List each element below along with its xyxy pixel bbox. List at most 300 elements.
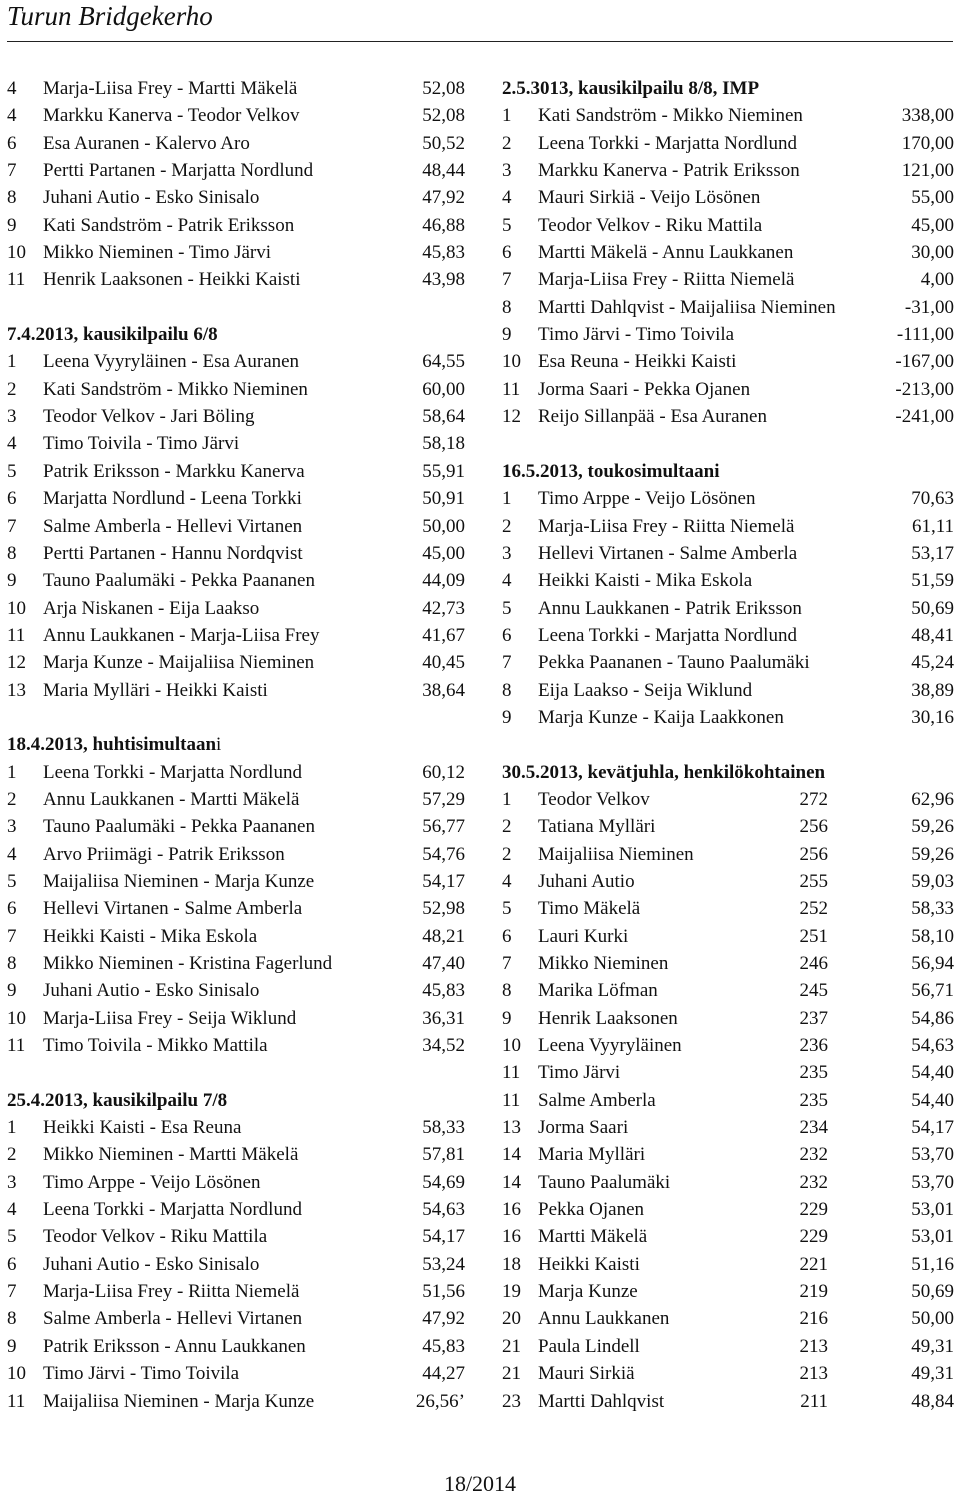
result-row	[502, 868, 954, 895]
result-score: 30,00	[911, 242, 954, 264]
result-name: Esa Reuna - Heikki Kaisti	[538, 351, 737, 373]
result-points: 245	[799, 980, 828, 1002]
result-score: 50,52	[422, 132, 465, 154]
result-score: 54,63	[911, 1035, 954, 1057]
result-rank: 16	[502, 1226, 521, 1248]
result-points: 246	[799, 953, 828, 974]
result-score: 55,91	[422, 460, 465, 482]
result-points: 236	[799, 1035, 828, 1057]
result-rank: 4	[7, 78, 17, 99]
result-rank: 8	[502, 679, 512, 701]
result-rank: 7	[502, 652, 512, 674]
result-rank: 5	[7, 460, 17, 482]
result-row	[502, 1114, 954, 1141]
result-row	[502, 1059, 954, 1086]
result-name: Timo Järvi - Timo Toivila	[538, 324, 735, 346]
result-row	[7, 485, 465, 512]
result-row	[7, 895, 465, 922]
result-name: Martti Mäkelä - Annu Laukkanen	[538, 242, 794, 264]
result-score: 34,52	[422, 1035, 465, 1057]
result-row	[7, 868, 465, 895]
section-title	[7, 321, 465, 348]
result-name: Tauno Paalumäki	[538, 1171, 671, 1193]
result-row	[7, 1223, 465, 1250]
result-score: 54,86	[911, 1007, 954, 1029]
result-rank: 2	[502, 843, 512, 865]
result-score: -213,00	[895, 378, 954, 400]
result-score: 45,83	[422, 242, 465, 264]
result-name: Mikko Nieminen - Timo Järvi	[43, 242, 272, 264]
result-name: Timo Järvi	[538, 1062, 621, 1084]
result-rank: 1	[7, 351, 17, 373]
result-rank: 11	[7, 269, 26, 291]
result-row	[7, 677, 465, 704]
result-name: Leena Vyyryläinen - Esa Auranen	[43, 351, 300, 373]
result-row	[502, 1196, 954, 1223]
section-title-text: 18.4.2013, huhtisimultaan	[7, 734, 217, 756]
result-score: 121,00	[901, 160, 954, 182]
result-row	[7, 1005, 465, 1032]
result-rank: 14	[502, 1171, 521, 1193]
result-rank: 7	[502, 953, 512, 974]
result-score: 58,18	[422, 433, 465, 455]
result-rank: 9	[7, 1335, 17, 1357]
results-section	[7, 1087, 465, 1415]
result-name: Marika Löfman	[538, 980, 658, 1002]
results-section	[7, 75, 465, 294]
result-points: 232	[799, 1171, 828, 1193]
result-name: Juhani Autio - Esko Sinisalo	[43, 1253, 260, 1275]
result-rank: 10	[7, 1007, 26, 1029]
section-title-text: 30.5.2013, kevätjuhla, henkilökohtainen	[502, 761, 826, 783]
result-name: Leena Torkki - Marjatta Nordlund	[43, 761, 302, 783]
result-rank: 7	[502, 269, 512, 291]
result-score: 60,00	[422, 378, 465, 400]
result-points: 213	[799, 1335, 828, 1357]
result-row	[7, 1032, 465, 1059]
result-rank: 9	[7, 570, 17, 592]
result-points: 219	[799, 1281, 828, 1303]
result-row	[502, 184, 954, 211]
result-name: Timo Arppe - Veijo Lösönen	[43, 1171, 261, 1193]
result-row	[502, 403, 954, 430]
result-rank: 2	[502, 515, 512, 537]
result-score: 45,83	[422, 1335, 465, 1357]
result-score: 56,71	[911, 980, 954, 1002]
result-name: Marja-Liisa Frey - Riitta Niemelä	[538, 269, 795, 291]
result-name: Henrik Laaksonen	[538, 1007, 678, 1029]
section-title-text: 25.4.2013, kausikilpailu 7/8	[7, 1089, 228, 1111]
result-rank: 13	[502, 1117, 521, 1139]
section-title	[502, 458, 954, 485]
result-rank: 11	[502, 1089, 521, 1111]
result-name: Annu Laukkanen - Patrik Eriksson	[538, 597, 802, 619]
result-rank: 3	[502, 542, 512, 564]
result-score: 51,56	[422, 1281, 465, 1303]
result-row	[502, 157, 954, 184]
result-score: 45,00	[911, 214, 954, 236]
result-rank: 14	[502, 1144, 521, 1166]
result-name: Markku Kanerva - Teodor Velkov	[43, 105, 300, 127]
result-name: Lauri Kurki	[538, 925, 629, 947]
result-name: Marja Kunze - Kaija Laakkonen	[538, 706, 784, 728]
result-score: -241,00	[895, 406, 954, 428]
result-name: Pertti Partanen - Marjatta Nordlund	[43, 160, 314, 182]
result-points: 229	[799, 1226, 828, 1248]
result-rank: 8	[7, 542, 17, 564]
section-gap	[502, 731, 954, 758]
result-row	[7, 1278, 465, 1305]
result-name: Timo Arppe - Veijo Lösönen	[538, 488, 756, 510]
result-name: Marja-Liisa Frey - Seija Wiklund	[43, 1007, 297, 1029]
result-row	[502, 1087, 954, 1114]
result-name: Patrik Eriksson - Markku Kanerva	[43, 460, 305, 482]
result-name: Martti Dahlqvist	[538, 1390, 665, 1412]
result-score: 64,55	[422, 351, 465, 373]
result-rank: 11	[7, 624, 26, 646]
result-name: Martti Mäkelä	[538, 1226, 648, 1248]
result-row	[502, 1251, 954, 1278]
result-name: Marja Kunze	[538, 1281, 638, 1303]
result-row	[502, 841, 954, 868]
result-rank: 10	[7, 597, 26, 619]
result-rank: 6	[7, 898, 17, 920]
result-rank: 9	[7, 980, 17, 1002]
result-rank: 11	[502, 1062, 521, 1084]
result-score: 57,29	[422, 788, 465, 810]
result-row	[7, 1141, 465, 1168]
result-name: Heikki Kaisti	[538, 1253, 640, 1275]
result-row	[502, 212, 954, 239]
result-row	[7, 649, 465, 676]
result-row	[7, 266, 465, 293]
result-name: Mikko Nieminen	[538, 953, 669, 974]
result-points: 237	[799, 1007, 828, 1029]
result-row	[7, 458, 465, 485]
result-score: 50,91	[422, 488, 465, 510]
result-points: 235	[799, 1062, 828, 1084]
header-divider	[7, 41, 953, 42]
result-rank: 9	[502, 324, 512, 346]
result-row	[7, 759, 465, 786]
result-score: 57,81	[422, 1144, 465, 1166]
result-rank: 4	[502, 870, 512, 892]
result-name: Marja Kunze - Maijaliisa Nieminen	[43, 652, 315, 674]
result-rank: 21	[502, 1363, 521, 1385]
result-row	[502, 813, 954, 840]
result-score: 59,03	[911, 870, 954, 892]
result-row	[502, 649, 954, 676]
result-rank: 2	[502, 816, 512, 838]
result-name: Marja-Liisa Frey - Riitta Niemelä	[538, 515, 795, 537]
result-rank: 20	[502, 1308, 521, 1330]
result-name: Pekka Paananen - Tauno Paalumäki	[538, 652, 810, 674]
result-score: 55,00	[911, 187, 954, 209]
result-rank: 3	[7, 1171, 17, 1193]
result-row	[7, 513, 465, 540]
result-points: 221	[799, 1253, 828, 1275]
result-name: Leena Vyyryläinen	[538, 1035, 682, 1057]
result-row	[7, 348, 465, 375]
section-gap	[7, 704, 465, 731]
results-section	[7, 731, 465, 1059]
result-row	[7, 923, 465, 950]
result-row	[502, 895, 954, 922]
result-rank: 1	[7, 1117, 17, 1139]
result-name: Maijaliisa Nieminen - Marja Kunze	[43, 870, 315, 892]
result-name: Reijo Sillanpää - Esa Auranen	[538, 406, 767, 428]
result-score: 48,21	[422, 925, 465, 947]
result-score: 54,17	[911, 1117, 954, 1139]
result-rank: 7	[7, 925, 17, 947]
results-section	[502, 759, 954, 1415]
result-score: 53,01	[911, 1226, 954, 1248]
result-score: 45,24	[911, 652, 954, 674]
page-header-title: Turun Bridgekerho	[7, 1, 213, 31]
result-score: 59,26	[911, 843, 954, 865]
result-name: Teodor Velkov - Jari Böling	[43, 406, 255, 428]
result-rank: 7	[7, 515, 17, 537]
result-score: 49,31	[911, 1335, 954, 1357]
result-rank: 7	[7, 1281, 17, 1303]
result-score: 53,01	[911, 1199, 954, 1221]
result-rank: 4	[502, 187, 512, 209]
result-score: 26,56’	[415, 1390, 465, 1412]
result-score: -111,00	[896, 324, 954, 346]
result-row	[502, 348, 954, 375]
result-name: Hellevi Virtanen - Salme Amberla	[538, 542, 798, 564]
result-name: Teodor Velkov - Riku Mattila	[538, 214, 763, 236]
result-rank: 5	[502, 597, 512, 619]
results-section	[502, 75, 954, 430]
result-name: Marja-Liisa Frey - Riitta Niemelä	[43, 1281, 300, 1303]
result-row	[7, 1114, 465, 1141]
result-score: 47,92	[422, 1308, 465, 1330]
result-name: Eija Laakso - Seija Wiklund	[538, 679, 753, 701]
result-rank: 11	[7, 1035, 26, 1057]
result-row	[7, 977, 465, 1004]
result-rank: 4	[502, 570, 512, 592]
result-score: 46,88	[422, 214, 465, 236]
result-score: 56,77	[422, 816, 465, 838]
result-name: Salme Amberla - Hellevi Virtanen	[43, 1308, 303, 1330]
result-score: 54,17	[422, 1226, 465, 1248]
section-title	[502, 75, 954, 102]
result-row	[7, 1169, 465, 1196]
result-score: 49,31	[911, 1363, 954, 1385]
result-score: 58,33	[422, 1117, 465, 1139]
result-row	[7, 403, 465, 430]
result-name: Maria Mylläri	[538, 1144, 646, 1166]
result-score: 51,16	[911, 1253, 954, 1275]
result-row	[502, 950, 954, 977]
result-row	[502, 1305, 954, 1332]
result-name: Pekka Ojanen	[538, 1199, 645, 1221]
left-column	[7, 75, 465, 1415]
result-row	[502, 1278, 954, 1305]
result-rank: 2	[7, 1144, 17, 1166]
result-score: 42,73	[422, 597, 465, 619]
result-row	[7, 786, 465, 813]
result-row	[7, 1360, 465, 1387]
result-rank: 13	[7, 679, 26, 701]
result-points: 213	[799, 1363, 828, 1385]
result-name: Salme Amberla	[538, 1089, 656, 1111]
result-name: Teodor Velkov	[538, 788, 650, 810]
result-row	[7, 813, 465, 840]
result-name: Maijaliisa Nieminen	[538, 843, 694, 865]
result-name: Heikki Kaisti - Esa Reuna	[43, 1117, 242, 1139]
result-name: Leena Torkki - Marjatta Nordlund	[43, 1199, 302, 1221]
result-name: Juhani Autio - Esko Sinisalo	[43, 980, 260, 1002]
result-rank: 8	[502, 980, 512, 1002]
result-row	[7, 376, 465, 403]
result-score: 44,09	[422, 570, 465, 592]
result-rank: 1	[502, 105, 512, 127]
result-row	[502, 786, 954, 813]
result-score: 53,70	[911, 1171, 954, 1193]
result-score: 50,69	[911, 1281, 954, 1303]
section-gap	[7, 1059, 465, 1086]
result-rank: 5	[502, 214, 512, 236]
result-row	[502, 1005, 954, 1032]
result-rank: 8	[7, 1308, 17, 1330]
result-row	[7, 540, 465, 567]
result-name: Timo Mäkelä	[538, 898, 641, 920]
result-points: 235	[799, 1089, 828, 1111]
result-rank: 8	[7, 953, 17, 974]
result-row	[502, 704, 954, 731]
result-name: Pertti Partanen - Hannu Nordqvist	[43, 542, 303, 564]
result-row	[7, 1251, 465, 1278]
result-name: Hellevi Virtanen - Salme Amberla	[43, 898, 303, 920]
result-score: 43,98	[422, 269, 465, 291]
result-rank: 23	[502, 1390, 521, 1412]
result-score: -167,00	[895, 351, 954, 373]
page-number: 18/2014	[443, 1471, 517, 1496]
result-name: Kati Sandström - Mikko Nieminen	[43, 378, 308, 400]
result-row	[7, 622, 465, 649]
result-name: Leena Torkki - Marjatta Nordlund	[538, 132, 797, 154]
result-score: 50,69	[911, 597, 954, 619]
result-row	[7, 1388, 465, 1415]
result-rank: 12	[7, 652, 26, 674]
result-name: Juhani Autio	[538, 870, 635, 892]
result-rank: 9	[7, 214, 17, 236]
result-name: Tatiana Mylläri	[538, 816, 656, 838]
result-row	[502, 1032, 954, 1059]
result-score: 170,00	[901, 132, 954, 154]
result-points: 252	[799, 898, 828, 920]
result-score: 56,94	[911, 953, 954, 974]
result-rank: 6	[7, 1253, 17, 1275]
result-rank: 5	[7, 870, 17, 892]
result-name: Mauri Sirkiä	[538, 1363, 635, 1385]
result-name: Mikko Nieminen - Martti Mäkelä	[43, 1144, 299, 1166]
result-row	[502, 1333, 954, 1360]
result-score: 54,63	[422, 1199, 465, 1221]
section-gap	[7, 294, 465, 321]
result-score: 52,08	[422, 78, 465, 99]
result-rank: 4	[7, 843, 17, 865]
result-row	[502, 130, 954, 157]
result-row	[7, 212, 465, 239]
result-score: 38,89	[911, 679, 954, 701]
result-score: 47,92	[422, 187, 465, 209]
result-rank: 6	[502, 624, 512, 646]
result-name: Marjatta Nordlund - Leena Torkki	[43, 488, 302, 510]
result-name: Heikki Kaisti - Mika Eskola	[538, 570, 753, 592]
result-rank: 5	[502, 898, 512, 920]
result-score: 45,00	[422, 542, 465, 564]
result-rank: 18	[502, 1253, 521, 1275]
result-rank: 7	[7, 160, 17, 182]
result-row	[7, 239, 465, 266]
result-name: Teodor Velkov - Riku Mattila	[43, 1226, 268, 1248]
result-name: Timo Järvi - Timo Toivila	[43, 1363, 240, 1385]
result-name: Arvo Priimägi - Patrik Eriksson	[43, 843, 285, 865]
result-row	[502, 485, 954, 512]
result-rank: 10	[7, 242, 26, 264]
result-rank: 3	[7, 816, 17, 838]
result-rank: 4	[7, 433, 17, 455]
result-row	[502, 677, 954, 704]
result-rank: 10	[502, 351, 521, 373]
section-gap	[502, 430, 954, 457]
result-points: 272	[799, 788, 828, 810]
result-name: Jorma Saari	[538, 1117, 629, 1139]
result-name: Juhani Autio - Esko Sinisalo	[43, 187, 260, 209]
section-title	[502, 759, 954, 786]
result-row	[7, 567, 465, 594]
result-rank: 11	[7, 1390, 26, 1412]
result-score: 58,33	[911, 898, 954, 920]
result-score: 58,64	[422, 406, 465, 428]
result-points: 216	[799, 1308, 828, 1330]
result-points: 229	[799, 1199, 828, 1221]
result-name: Henrik Laaksonen - Heikki Kaisti	[43, 269, 301, 291]
result-name: Mauri Sirkiä - Veijo Lösönen	[538, 187, 761, 209]
result-rank: 2	[7, 788, 17, 810]
result-rank: 8	[7, 187, 17, 209]
result-score: 53,70	[911, 1144, 954, 1166]
result-rank: 11	[502, 378, 521, 400]
result-score: 50,00	[422, 515, 465, 537]
result-rank: 10	[502, 1035, 521, 1057]
result-rank: 1	[502, 488, 512, 510]
result-rank: 2	[7, 378, 17, 400]
result-row	[7, 950, 465, 977]
result-score: 53,24	[422, 1253, 465, 1275]
result-name: Maijaliisa Nieminen - Marja Kunze	[43, 1390, 315, 1412]
result-rank: 19	[502, 1281, 521, 1303]
result-row	[502, 1223, 954, 1250]
result-points: 232	[799, 1144, 828, 1166]
result-row	[502, 1388, 954, 1415]
result-score: 45,83	[422, 980, 465, 1002]
result-name: Annu Laukkanen	[538, 1308, 670, 1330]
result-row	[502, 513, 954, 540]
result-row	[502, 1169, 954, 1196]
result-rank: 16	[502, 1199, 521, 1221]
result-name: Kati Sandström - Patrik Eriksson	[43, 214, 295, 236]
result-row	[7, 1196, 465, 1223]
result-rank: 6	[7, 132, 17, 154]
result-row	[7, 75, 465, 102]
result-name: Timo Toivila - Mikko Mattila	[43, 1035, 268, 1057]
result-score: 47,40	[422, 953, 465, 974]
result-row	[7, 102, 465, 129]
